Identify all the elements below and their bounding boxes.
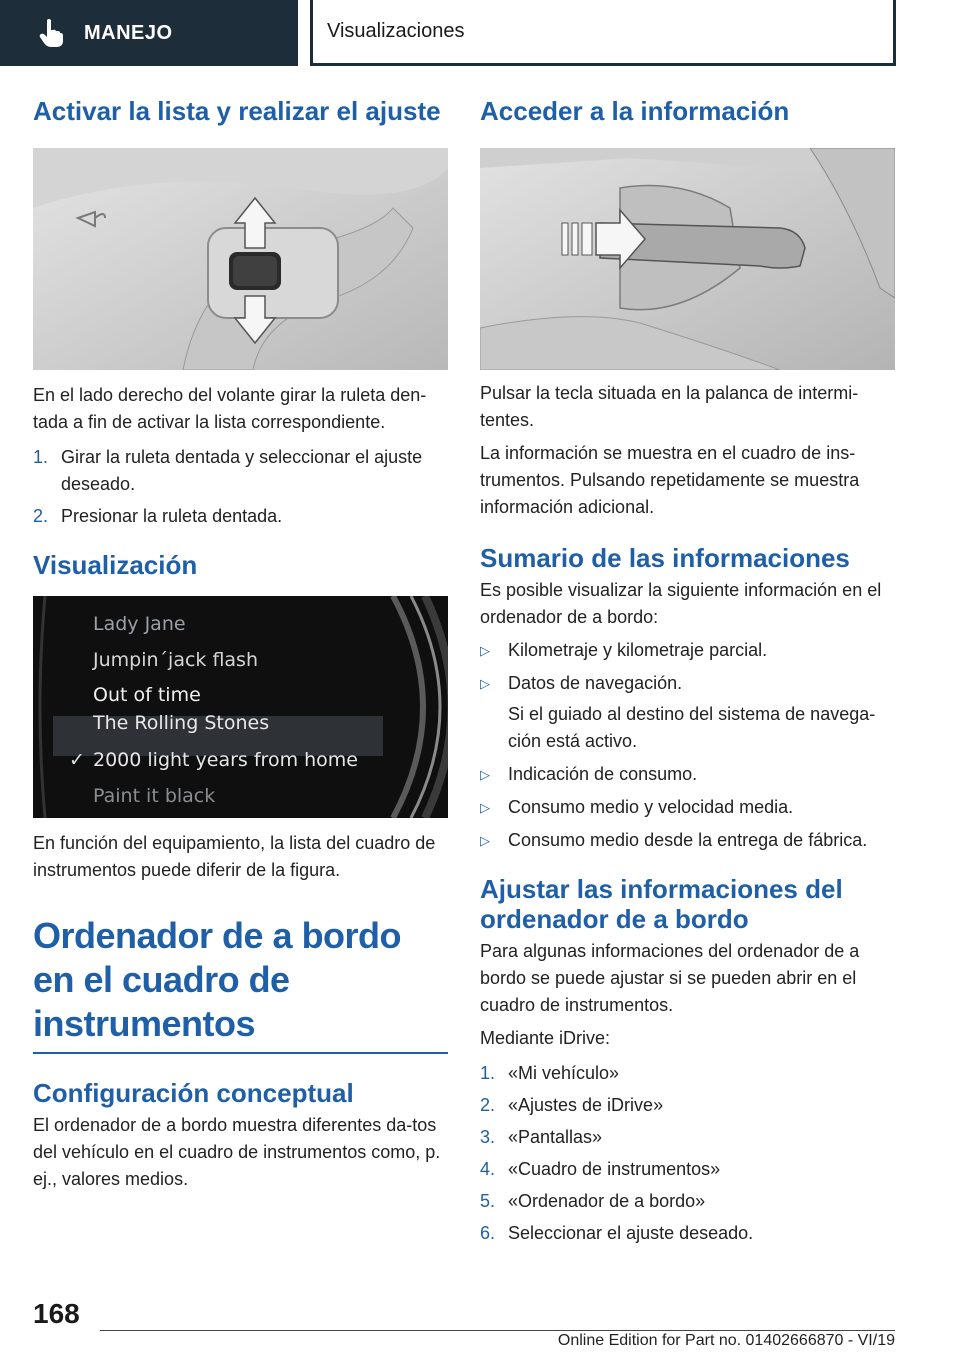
step-number: 4.: [480, 1159, 496, 1179]
checkmark-icon: ✓: [69, 749, 85, 771]
step-number: 6.: [480, 1223, 496, 1243]
bullet-subtext: Si el guiado al destino del sistema de navega-ción está activo.: [508, 704, 876, 751]
step-text: Seleccionar el ajuste deseado.: [508, 1223, 754, 1243]
bullet-text: Indicación de consumo.: [508, 764, 698, 784]
triangle-bullet-icon: ▷: [480, 767, 490, 782]
idrive-steps-list: [480, 1060, 895, 1247]
page-number: 168: [33, 1298, 80, 1329]
list-item: [480, 1220, 895, 1247]
list-item: [480, 1124, 895, 1151]
playlist-item: Jumpin´jack flash: [93, 649, 258, 671]
edition-text: Online Edition for Part no. 01402666870 - VI/19: [557, 1332, 895, 1349]
list-item: [480, 1188, 895, 1215]
playlist-item: 2000 light years from home: [93, 749, 358, 771]
bullet-text: [508, 670, 895, 755]
list-item: [480, 637, 895, 664]
heading-visualizacion: Visualización: [33, 550, 198, 580]
step-number: 2.: [480, 1095, 496, 1115]
playlist-item: Lady Jane: [93, 613, 186, 635]
heading-ordenador: Ordenador de a bordo en el cuadro de instrumentos: [33, 915, 402, 1044]
header-chapter-tab: [310, 0, 896, 66]
header-chapter-label: Visualizaciones: [327, 20, 465, 42]
list-item: [480, 1060, 895, 1087]
steering-wheel-image: [33, 148, 448, 370]
step-number: 1.: [33, 447, 49, 467]
left-column: [33, 96, 448, 1193]
paragraph-algunas: Para algunas informaciones del ordenador de a bordo se puede ajustar si se pueden abrir en el cuadro de instrumentos.: [480, 941, 860, 1015]
heading-configuracion: Configuración conceptual: [33, 1078, 354, 1108]
paragraph-funcion: En función del equipamiento, la lista del cuadro de instrumentos puede diferir de la figura.: [33, 833, 436, 880]
paragraph-pulsar: Pulsar la tecla situada en la palanca de intermi-tentes.: [480, 383, 859, 430]
step-text: «Mi vehículo»: [508, 1063, 620, 1083]
header-section-tab: [0, 0, 298, 66]
triangle-bullet-icon: ▷: [480, 800, 490, 815]
triangle-bullet-icon: ▷: [480, 833, 490, 848]
hand-pointer-icon: [38, 18, 64, 48]
bullet-text-main: Datos de navegación.: [508, 673, 683, 693]
info-bullet-list: [480, 637, 895, 854]
triangle-bullet-icon: ▷: [480, 676, 490, 691]
right-column: [480, 96, 895, 1247]
list-item: [480, 794, 895, 821]
list-item: [480, 1092, 895, 1119]
playlist-item: Out of time: [93, 684, 201, 706]
paragraph-posible: Es posible visualizar la siguiente información en el ordenador de a bordo:: [480, 580, 882, 627]
heading-rule: [33, 1052, 448, 1054]
bullet-text: Kilometraje y kilometraje parcial.: [508, 640, 768, 660]
list-item: [33, 503, 448, 530]
paragraph-mediante: Mediante iDrive:: [480, 1028, 611, 1048]
step-number: 2.: [33, 506, 49, 526]
turn-signal-lever-image: [480, 148, 895, 370]
paragraph-configuracion: El ordenador de a bordo muestra diferentes da-tos del vehículo en el cuadro de instrumentos como, p. ej., valores medios.: [33, 1115, 441, 1189]
step-text: Girar la ruleta dentada y seleccionar el ajuste deseado.: [61, 447, 423, 494]
step-number: 1.: [480, 1063, 496, 1083]
bullet-text: Consumo medio desde la entrega de fábrica.: [508, 830, 868, 850]
bullet-text: Consumo medio y velocidad media.: [508, 797, 794, 817]
step-text: «Ordenador de a bordo»: [508, 1191, 706, 1211]
heading-ajustar: Ajustar las informaciones del ordenador de a bordo: [480, 874, 843, 934]
footer-rule: [100, 1330, 895, 1331]
steps-list: [33, 444, 448, 530]
step-text: «Pantallas»: [508, 1127, 603, 1147]
list-item: [480, 1156, 895, 1183]
heading-acceder: Acceder a la información: [480, 96, 790, 126]
step-number: 5.: [480, 1191, 496, 1211]
instrument-cluster-list-image: [33, 596, 448, 818]
paragraph-lado-derecho: En el lado derecho del volante girar la ruleta den-tada a fin de activar la lista correspondiente.: [33, 385, 427, 432]
step-text: Presionar la ruleta dentada.: [61, 506, 283, 526]
step-text: «Ajustes de iDrive»: [508, 1095, 664, 1115]
triangle-bullet-icon: ▷: [480, 643, 490, 658]
list-item: [33, 444, 448, 498]
step-number: 3.: [480, 1127, 496, 1147]
heading-activar: Activar la lista y realizar el ajuste: [33, 96, 441, 126]
list-item: [480, 670, 895, 755]
list-item: [480, 827, 895, 854]
header-section-label: MANEJO: [84, 21, 173, 44]
list-item: [480, 761, 895, 788]
heading-sumario: Sumario de las informaciones: [480, 543, 850, 573]
playlist-item: The Rolling Stones: [93, 712, 270, 734]
playlist-item: Paint it black: [93, 785, 216, 807]
step-text: «Cuadro de instrumentos»: [508, 1159, 721, 1179]
paragraph-info: La información se muestra en el cuadro de ins-trumentos. Pulsando repetidamente se muestra información adicional.: [480, 443, 860, 517]
